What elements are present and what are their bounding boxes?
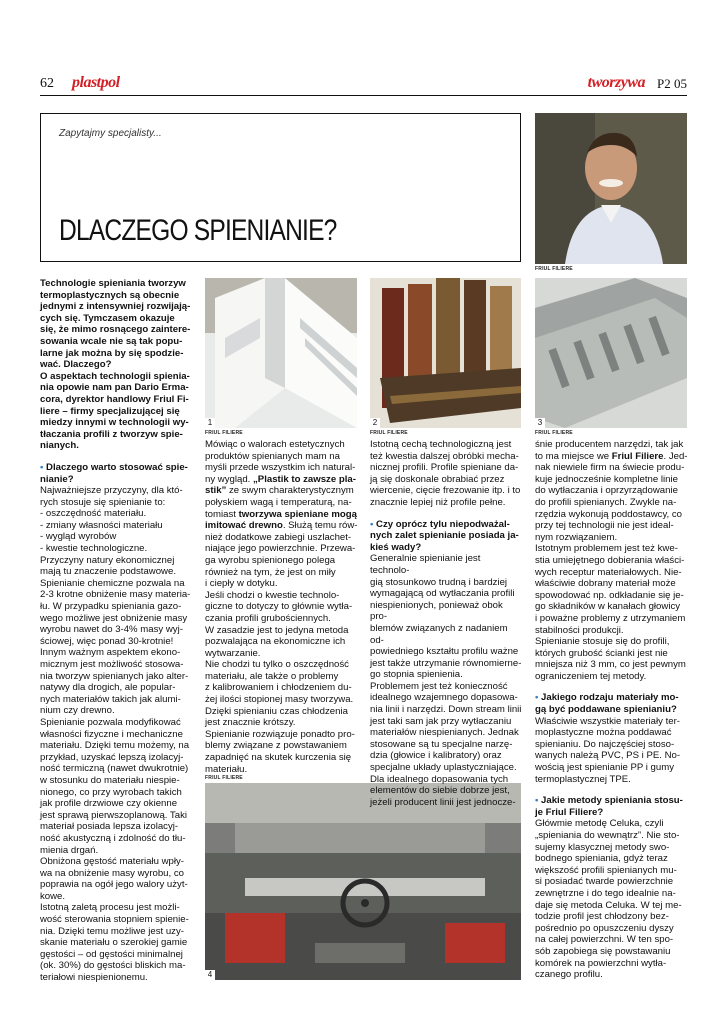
body-line: Innym ważnym aspektem ekono- xyxy=(40,647,181,659)
body-line: . Jed- xyxy=(663,450,688,462)
bullet-icon: • xyxy=(535,692,539,704)
body-line: si posiadać twarde powierzchnie xyxy=(535,876,674,888)
body-line: nież dodatkowe zabiegi uszlachet- xyxy=(205,531,352,543)
body-line: ność akustyczną i zdolność do tłu- xyxy=(40,832,186,844)
page-number: 62 xyxy=(40,76,54,91)
body-line: nium czy drewno. xyxy=(40,705,115,717)
body-line: dzia (głowice i kalibratory) oraz xyxy=(370,750,502,762)
body-line: Dzięki spienianiu czas chłodzenia xyxy=(205,705,348,717)
question-line: je Friul Filiere? xyxy=(535,806,604,818)
emphasis-text: Friul Filiere xyxy=(611,450,664,462)
body-line: Nie chodzi tu tylko o oszczędność xyxy=(205,659,349,671)
body-line: teriałowi niespienionemu. xyxy=(40,972,148,984)
lead-line: tłaczania profili z tworzyw spie- xyxy=(40,428,183,440)
column-4 xyxy=(535,439,689,981)
body-line: Właściwie wszystkie materiały ter- xyxy=(535,715,680,727)
extrusion-line-icon xyxy=(205,783,521,980)
body-line: też kwestia dalszej obróbki mecha- xyxy=(370,450,519,462)
body-line: todzie profil jest chłodzony bez- xyxy=(535,911,669,923)
body-line: idealnego wzajemnego dopasowa- xyxy=(370,692,518,704)
lead-line: larne jak można by się spodzie- xyxy=(40,347,184,359)
body-line: gią stosunkowo trudną i bardziej xyxy=(370,576,508,588)
bullet-icon: • xyxy=(370,518,374,530)
body-line: wyrobu nawet do 3-4% masy wyj- xyxy=(40,624,183,636)
body-line: specjalne układy uplastyczniające. xyxy=(370,762,517,774)
body-line: sujemy klasycznej metody swo- xyxy=(535,841,670,853)
body-line: Problemem jest też konieczność xyxy=(370,680,508,692)
body-line: materiału. xyxy=(205,763,248,775)
body-line: wiercenie, cięcie frezowanie itp. i to xyxy=(370,485,521,497)
photo-3-number: 3 xyxy=(535,418,545,428)
lead-line: cych się. Tymczasem okazuje xyxy=(40,312,175,324)
body-line: to ma miejsce we xyxy=(535,450,612,462)
body-line: przykład, uzyskać lepszą izolacyj- xyxy=(40,751,184,763)
body-line: - kwestie technologiczne. xyxy=(40,543,148,555)
body-line: stosowane są tu specjalne narzę- xyxy=(370,738,513,750)
body-line: Główmie metodę Celuka, czyli xyxy=(535,818,664,830)
column-3-body-a xyxy=(370,439,522,509)
photo-4 xyxy=(205,783,521,980)
body-line: wa na obniżenie masy wyrobu, co xyxy=(40,867,184,879)
body-line: termoplastycznej TPE. xyxy=(535,773,631,785)
emphasis-text: „Plastik to zawsze pla-stik” xyxy=(205,473,356,497)
body-line: wego możliwe jest obniżenie masy xyxy=(40,612,188,624)
photo-2-number: 2 xyxy=(370,418,380,428)
white-profile-icon xyxy=(205,278,357,428)
photo-1 xyxy=(205,278,357,428)
body-line: elementów do siebie dobrze jest, xyxy=(370,785,510,797)
body-line: Istotną zaletą procesu jest możli- xyxy=(40,902,180,914)
body-line: ność termiczną (nawet dwukrotnie) xyxy=(40,763,189,775)
question-line: Jakiego rodzaju materiały mo- xyxy=(541,692,679,704)
body-line: nicznej profili. Profile spieniane da- xyxy=(370,462,519,474)
photo-3 xyxy=(535,278,687,428)
body-line: kuje jednocześnie kompletne linie xyxy=(535,473,678,485)
body-line: - zmiany własności materiału xyxy=(40,519,163,531)
portrait-caption: FRIUL FILIERE xyxy=(535,266,573,272)
photo-1-caption: FRIUL FILIERE xyxy=(205,430,243,436)
headline: DLACZEGO SPIENIANIE? xyxy=(59,214,337,247)
body-line: Najważniejsze przyczyny, dla któ- xyxy=(40,485,183,497)
body-line: zewnętrzne i do tego idealnie na- xyxy=(535,887,676,899)
body-line: Istotną cechą technologiczną jest xyxy=(370,439,512,450)
body-line: gęstości – od gęstości minimalnej xyxy=(40,948,183,960)
body-line: nionego, co przy wyrobach takich xyxy=(40,786,182,798)
lead-line: się, że mimo rosnącego zaintere- xyxy=(40,324,191,336)
question-4 xyxy=(535,795,689,818)
question-3 xyxy=(535,692,689,715)
body-line: czanego profilu. xyxy=(535,969,603,981)
body-line: czania profili grubościennych. xyxy=(205,612,331,624)
body-line: jeżeli producent linii jest jednocze- xyxy=(370,796,516,808)
body-line: wymagającą od wytłaczania profili xyxy=(370,588,515,600)
body-line: stia umiejętnego dobierania właści- xyxy=(535,554,685,566)
body-line: Obniżona gęstość materiału wpły- xyxy=(40,856,184,868)
kicker: Zapytajmy specjalisty... xyxy=(59,128,162,139)
tworzywa-logo: tworzywa xyxy=(587,74,645,91)
question-line: Dlaczego warto stosować spie- xyxy=(46,461,188,473)
body-line: materiałów niespienianych. Jednak xyxy=(370,727,519,739)
body-line: poprawia na ogół jego walory użyt- xyxy=(40,879,188,891)
body-line: pozwalająca na ekonomiczne ich xyxy=(205,636,346,648)
question-line: kieś wady? xyxy=(370,541,422,553)
body-line: do wytłaczania i oprzyrządowanie xyxy=(535,485,678,497)
body-line: Jeśli chodzi o kwestie technolo- xyxy=(205,589,340,601)
body-line: nia tworzyw spienianych jako alter- xyxy=(40,670,189,682)
body-line: Przyczyny natury ekonomicznej xyxy=(40,554,175,566)
body-line: nia linii i narzędzi. Down stream linii xyxy=(370,704,522,716)
body-line: materiału, ale także o problemy xyxy=(205,670,339,682)
body-line: spowodować np. odkładanie się je- xyxy=(535,589,684,601)
body-line: Spienianie chemiczne pozwala na xyxy=(40,577,185,589)
body-line: materiał posiada lepsza izolacyj- xyxy=(40,821,179,833)
issue-label: P2 05 xyxy=(657,76,687,91)
portrait-photo xyxy=(535,113,687,264)
body-line: wytwarzanie. xyxy=(205,647,261,659)
body-line: kowe. xyxy=(40,890,66,902)
photo-3-caption: FRIUL FILIERE xyxy=(535,430,573,436)
emphasis-text: tworzywa spieniane mogą imitować drewno xyxy=(205,508,357,532)
body-line: ograniczeniem tej metody. xyxy=(535,670,647,682)
body-line: spienianiu. Do najczęściej stoso- xyxy=(535,738,675,750)
wood-profiles-icon xyxy=(370,278,521,428)
title-box xyxy=(40,113,521,262)
body-line: ze swym charakterystycznym xyxy=(226,485,354,497)
lead-line: nia opowie nam pan Dario Erma- xyxy=(40,382,189,394)
body-line: myśli przede wszystkim ich natural- xyxy=(205,462,356,474)
body-line: i ciepły w dotyku. xyxy=(205,578,278,590)
body-line: również na tym, że jest on miły xyxy=(205,566,336,578)
body-line: Istotnym problemem jest też kwe- xyxy=(535,543,678,555)
body-line: (ok. 30%) do gęstości bliskich ma- xyxy=(40,960,186,972)
body-line: produktów spienianych mam na xyxy=(205,450,340,462)
question-line: Czy oprócz tylu niepodważal- xyxy=(376,518,510,530)
question-line: nych zalet spienianie posiada ja- xyxy=(370,530,519,542)
body-line: materiału. Dzięki temu możemy, na xyxy=(40,740,190,752)
body-line: . Służą temu rów- xyxy=(282,520,358,532)
body-line: wych receptur materiałowych. Nie- xyxy=(535,566,682,578)
body-line: i poważne problemy z utrzymaniem xyxy=(535,612,686,624)
body-line: śnie producentem narzędzi, tak jak xyxy=(535,439,684,450)
question-2 xyxy=(370,519,522,554)
body-line: rzędzia wykonują poddostawcy, co xyxy=(535,508,683,520)
body-line: pośrednio po opuszczeniu dyszy xyxy=(535,922,674,934)
body-line: giczne to dotyczy to głównie wytła- xyxy=(205,601,353,613)
body-line: mają tu znaczenie podstawowe. xyxy=(40,566,176,578)
body-line: komórek na powierzchni wytła- xyxy=(535,957,667,969)
body-line: W zasadzie jest to jedyna metoda xyxy=(205,624,349,636)
body-line: „spieniania do wewnątrz”. Nie sto- xyxy=(535,830,680,841)
body-line: powiedniego kształtu profilu ważne xyxy=(370,646,519,658)
body-line: ga wyrobu spienionego polega xyxy=(205,554,336,566)
body-line: natywy dla drogich, ale popular- xyxy=(40,682,176,694)
lead-line: Technologie spieniania tworzyw xyxy=(40,278,186,289)
body-line: na całej powierzchni. W ten spo- xyxy=(535,934,674,946)
body-line: z kalibrowaniem i chłodzeniem du- xyxy=(205,682,352,694)
photo-2 xyxy=(370,278,521,428)
body-line: zapadnięć na skutek kurczenia się xyxy=(205,752,352,764)
plastpol-logo: plastpol xyxy=(72,74,120,91)
body-line: moplastyczne można poddawać xyxy=(535,727,672,739)
lead-line: termoplastycznych są obecnie xyxy=(40,289,180,301)
column-4-body-c xyxy=(535,716,689,786)
body-line: - wygląd wyrobów xyxy=(40,531,117,543)
body-line: Dla idealnego dopasowania tych xyxy=(370,773,509,785)
body-line: Spienianie rozwiązuje ponadto pro- xyxy=(205,728,355,740)
photo-2-caption: FRIUL FILIERE xyxy=(370,430,408,436)
lead-paragraph xyxy=(40,278,194,452)
body-line: mniejsza niż 3 mm, co jest pewnym xyxy=(535,659,686,671)
body-line: go stopnia spienienia. xyxy=(370,669,463,681)
body-line: wość sterowania stopniem spienie- xyxy=(40,914,189,926)
photo-1-number: 1 xyxy=(205,418,215,428)
body-line: sób zapobiega się powstawaniu xyxy=(535,945,671,957)
body-line: nia. Dzięki temu możliwe jest uzy- xyxy=(40,925,184,937)
body-line: blemów związanych z nadaniem od- xyxy=(370,622,508,646)
body-line: ściowej, więc ponad 30-krotnie! xyxy=(40,635,174,647)
question-line: gą być poddawane spienianiu? xyxy=(535,704,677,716)
body-line: ją się doskonale obrabiać przez xyxy=(370,473,505,485)
body-line: jest taki sam jak przy wytłaczaniu xyxy=(370,715,512,727)
question-line: nianie? xyxy=(40,473,74,485)
column-1 xyxy=(40,278,194,984)
body-line: daje się metoda Celuka. W tej me- xyxy=(535,899,682,911)
body-line: wością jest spienianie PP i gumy xyxy=(535,762,675,774)
body-line: 2-3 krotne obniżenie masy materia- xyxy=(40,589,191,601)
body-line: nym rozwiązaniem. xyxy=(535,531,618,543)
lead-line: sowania wcale nie są tak popu- xyxy=(40,335,183,347)
portrait-icon xyxy=(535,113,687,264)
body-line: których grubość ścianki jest nie xyxy=(535,647,668,659)
body-line: blemy związane z powstawaniem xyxy=(205,740,347,752)
body-line: niające jego powierzchnie. Przewa- xyxy=(205,543,356,555)
photo-4-number: 4 xyxy=(205,970,215,980)
body-line: jak profile drzwiowe czy okienne xyxy=(40,798,178,810)
body-line: połyskiem wagą i temperaturą, na- xyxy=(205,496,352,508)
body-line: jest znacznie krótszy. xyxy=(205,717,296,729)
question-1 xyxy=(40,462,194,485)
body-line: Generalnie spienianie jest technolo- xyxy=(370,553,481,576)
body-line: wanych należą PVC, PS i PE. No- xyxy=(535,750,681,762)
lead-line: jednymi z intensywniej rozwijają- xyxy=(40,301,191,313)
body-line: jest sprawą pierwszoplanową. Taki xyxy=(40,809,187,821)
body-line: niespienionych, ponieważ obok pro- xyxy=(370,599,503,623)
body-line: właściwie dobrany materiał może xyxy=(535,578,676,590)
column-3 xyxy=(370,439,522,808)
body-line: znacznie lepiej niż profile pełne. xyxy=(370,496,506,508)
body-line: nych materiałów takich jak alumi- xyxy=(40,693,181,705)
body-line: mienia drgań. xyxy=(40,844,99,856)
column-2-body xyxy=(205,439,359,775)
lead-line: nianych. xyxy=(40,440,79,452)
body-line: rych stosuje się spienianie to: xyxy=(40,496,166,508)
photo-4-caption: FRIUL FILIERE xyxy=(205,775,243,781)
body-line: własności fizyczne i mechaniczne xyxy=(40,728,183,740)
body-line: w stosunku do materiału niespie- xyxy=(40,774,180,786)
body-line: go składników w kanałach głowicy xyxy=(535,601,681,613)
body-line: łu. W przypadku spieniania gazo- xyxy=(40,601,182,613)
lead-line: miedzy innymi w technologii wy- xyxy=(40,417,189,429)
body-line: większość profili spienianych mu- xyxy=(535,864,677,876)
body-line: - oszczędność materiału. xyxy=(40,508,147,520)
grey-profiles-icon xyxy=(535,278,687,428)
column-4-body-a xyxy=(535,439,689,682)
lead-line: cora, dyrektor handlowy Friul Fi- xyxy=(40,393,189,405)
body-line: przy tej technologii nie jest ideal- xyxy=(535,520,674,532)
lead-line: liere – firmy specjalizującej się xyxy=(40,405,180,417)
body-line: nak niewiele firm na świecie produ- xyxy=(535,462,685,474)
body-line: Spienianie stosuje się do profili, xyxy=(535,636,670,648)
body-line: skanie materiału o szerokiej gamie xyxy=(40,937,188,949)
column-1-body xyxy=(40,485,194,984)
body-line: ny wygląd. xyxy=(205,473,253,485)
body-line: stabilności produkcji. xyxy=(535,624,624,636)
column-3-body-b xyxy=(370,553,522,808)
column-2 xyxy=(205,439,359,775)
lead-line: O aspektach technologii spienia- xyxy=(40,370,190,382)
column-4-body-d xyxy=(535,818,689,980)
body-line: Spienianie pozwala modyfikować xyxy=(40,716,181,728)
body-line: bodnego spieniania, gdyż teraz xyxy=(535,853,668,865)
bullet-icon: • xyxy=(535,795,539,807)
page-header xyxy=(40,74,687,96)
body-line: tomiast xyxy=(205,508,239,520)
body-line: Mówiąc o walorach estetycznych xyxy=(205,439,345,450)
question-line: Jakie metody spieniania stosu- xyxy=(541,795,683,807)
lead-line: wać. Dlaczego? xyxy=(40,359,112,371)
header-divider xyxy=(40,95,687,96)
body-line: jest także utrzymanie równomierne- xyxy=(370,657,522,669)
body-line: żej ilości stopionej masy tworzywa. xyxy=(205,694,354,706)
bullet-icon: • xyxy=(40,461,44,473)
body-line: micznym jest możliwość stosowa- xyxy=(40,659,184,670)
body-line: do profili spienianych. Zwykle na- xyxy=(535,496,677,508)
